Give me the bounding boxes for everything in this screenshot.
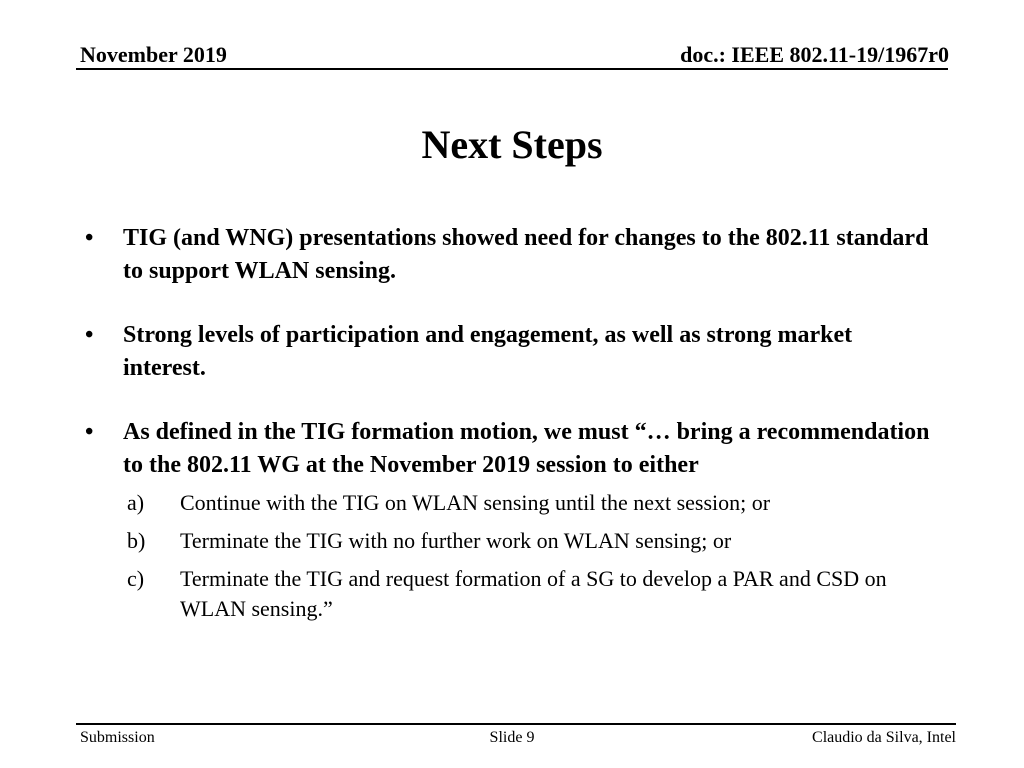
bullet-marker: • [85,225,94,251]
option-item [127,526,938,556]
footer-slide-number: Slide 9 [489,729,535,746]
bullet-text: As defined in the TIG formation motion, we must “… bring a recommendation to the 802.11 WG at the November 2019 session to either [123,419,930,478]
option-text: Continue with the TIG on WLAN sensing until the next session; or [180,490,771,515]
footer-submission: Submission [80,729,155,746]
bullet-marker: • [85,322,94,348]
option-text: Terminate the TIG and request formation of a SG to develop a PAR and CSD on WLAN sensing.” [180,566,887,621]
footer-author: Claudio da Silva, Intel [812,729,956,746]
bullet-text: TIG (and WNG) presentations showed need for changes to the 802.11 standard to support WLAN sensing. [123,225,929,284]
footer-divider [76,723,956,725]
slide-content [78,222,938,632]
option-marker: a) [127,490,145,515]
header-date: November 2019 [80,42,227,67]
header-doc-id: doc.: IEEE 802.11-19/1967r0 [680,42,949,67]
option-marker: c) [127,566,145,591]
option-text: Terminate the TIG with no further work on WLAN sensing; or [180,528,732,553]
bullet-item [78,319,938,385]
option-item [127,488,938,518]
header-divider [76,68,948,70]
option-marker: b) [127,528,146,553]
slide-title: Next Steps [421,122,603,167]
bullet-marker: • [85,419,94,445]
bullet-item [78,416,938,482]
option-item [127,564,938,624]
option-list [127,488,938,624]
bullet-text: Strong levels of participation and engagement, as well as strong market interest. [123,322,853,381]
bullet-item [78,222,938,288]
